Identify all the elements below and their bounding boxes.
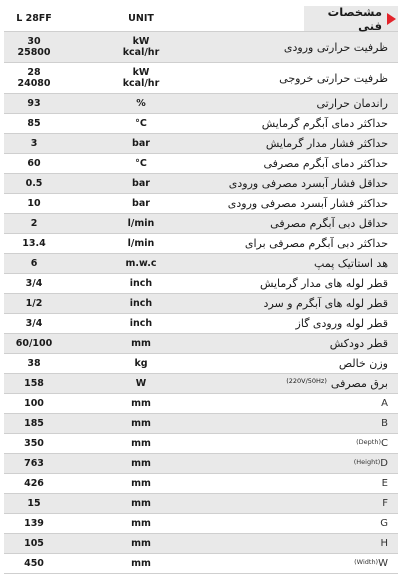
table-row [4, 154, 398, 174]
spec-label [286, 377, 388, 390]
spec-value-line: 3 [30, 138, 38, 149]
spec-unit-line: inch [129, 278, 153, 289]
spec-label-text: E [381, 478, 388, 489]
spec-unit-line: mm [131, 478, 151, 489]
spec-unit-line: mm [131, 398, 151, 409]
table-row [4, 314, 398, 334]
spec-label-text: F [382, 498, 388, 509]
spec-value [4, 498, 64, 509]
spec-value-line: 15 [27, 498, 41, 509]
spec-value [4, 378, 64, 389]
spec-value [4, 458, 64, 469]
spec-value [4, 538, 64, 549]
spec-unit-line: l/min [127, 238, 155, 249]
spec-unit [92, 498, 190, 509]
spec-label [352, 458, 388, 469]
table-row [4, 294, 398, 314]
spec-label [284, 41, 388, 54]
spec-value [4, 418, 64, 429]
spec-label [352, 558, 388, 569]
spec-unit [92, 358, 190, 369]
spec-label [264, 297, 388, 310]
spec-unit [92, 398, 190, 409]
spec-unit [92, 158, 190, 169]
spec-value-line: 0.5 [25, 178, 43, 189]
table-row [4, 114, 398, 134]
spec-label-note: (Height) [353, 458, 381, 466]
spec-unit-line: inch [129, 298, 153, 309]
table-row [4, 534, 398, 554]
table-row [4, 134, 398, 154]
spec-value-line: 93 [27, 98, 41, 109]
spec-value-line: 24080 [17, 78, 51, 89]
spec-label [381, 418, 388, 429]
spec-unit [92, 378, 190, 389]
spec-label [228, 197, 388, 210]
spec-value-line: 38 [27, 358, 41, 369]
spec-label [266, 137, 388, 150]
table-row [4, 414, 398, 434]
spec-value-line: 100 [24, 398, 44, 409]
spec-value-line: 185 [24, 418, 44, 429]
spec-label [354, 438, 388, 449]
table-row [4, 214, 398, 234]
spec-label-text: W [378, 558, 388, 569]
spec-unit-line: kcal/hr [122, 78, 160, 89]
spec-label-text: حداکثر فشار مدار گرمایش [265, 137, 388, 150]
spec-label-text: وزن خالص [338, 357, 388, 370]
spec-value [4, 298, 64, 309]
spec-label-text: D [380, 458, 388, 469]
spec-value [4, 198, 64, 209]
table-row [4, 94, 398, 114]
spec-label [317, 97, 389, 110]
spec-label [264, 157, 389, 170]
spec-value-line: 2 [30, 218, 38, 229]
spec-unit-line: m.w.c [125, 258, 157, 269]
spec-unit [92, 36, 190, 58]
spec-unit-line: kW [132, 36, 150, 47]
spec-unit-line: bar [132, 178, 150, 189]
table-row [4, 254, 398, 274]
table-row [4, 334, 398, 354]
table-header [4, 6, 398, 32]
spec-value [4, 278, 64, 289]
spec-label [262, 117, 388, 130]
spec-label-text: قطر لوله های مدار گرمایش [259, 277, 388, 290]
spec-value-line: 28 [27, 67, 41, 78]
spec-unit-line: W [135, 378, 147, 389]
spec-value-line: 85 [27, 118, 41, 129]
spec-unit-line: kg [134, 358, 148, 369]
table-row [4, 494, 398, 514]
spec-value-line: 139 [24, 518, 44, 529]
spec-unit [92, 478, 190, 489]
spec-unit [92, 458, 190, 469]
spec-value [4, 398, 64, 409]
spec-value-line: 426 [24, 478, 44, 489]
spec-label [279, 72, 388, 85]
table-row [4, 194, 398, 214]
spec-label-text: قطر لوله ورودی گاز [295, 317, 388, 330]
spec-unit-line: mm [131, 498, 151, 509]
spec-label [380, 538, 388, 549]
spec-value-line: 3/4 [25, 278, 43, 289]
spec-unit [92, 67, 190, 89]
spec-value [4, 318, 64, 329]
table-row [4, 474, 398, 494]
table-row [4, 454, 398, 474]
spec-unit [92, 318, 190, 329]
spec-label-text: C [381, 438, 388, 449]
spec-label-text: حداقل فشار آبسرد مصرفی ورودی [228, 177, 388, 190]
spec-value [4, 518, 64, 529]
spec-unit-line: bar [132, 138, 150, 149]
spec-value [4, 98, 64, 109]
spec-unit [92, 518, 190, 529]
spec-label-text: هد استاتیک پمپ [314, 257, 388, 270]
spec-unit [92, 118, 190, 129]
unit-column-header: UNIT [128, 13, 154, 24]
spec-value [4, 67, 64, 89]
spec-label [229, 177, 388, 190]
section-title: مشخصات فنی [327, 4, 382, 33]
spec-value-line: 25800 [17, 47, 51, 58]
spec-value [4, 158, 64, 169]
spec-label [270, 217, 388, 230]
table-row [4, 554, 398, 574]
spec-value [4, 558, 64, 569]
spec-unit-line: mm [131, 458, 151, 469]
spec-value-line: 30 [27, 36, 41, 47]
spec-label-note: (Depth) [356, 438, 382, 446]
spec-label-text: قطر دودکش [329, 337, 388, 350]
table-row [4, 394, 398, 414]
spec-value [4, 238, 64, 249]
spec-value-line: 350 [24, 438, 44, 449]
spec-value [4, 138, 64, 149]
spec-label-text: A [381, 398, 388, 409]
model-column-header: L 28FF [16, 13, 52, 24]
spec-label-note: (Width) [354, 558, 379, 566]
spec-label-text: ظرفیت حرارتی ورودی [283, 40, 388, 54]
spec-label-note: (220V/50Hz) [286, 377, 327, 385]
spec-label-text: راندمان حرارتی [316, 97, 388, 110]
triangle-marker-icon [387, 13, 396, 25]
spec-unit-line: % [136, 98, 146, 109]
spec-value-line: 1/2 [25, 298, 43, 309]
spec-value-line: 450 [24, 558, 44, 569]
spec-label-text: H [380, 538, 388, 549]
spec-value-line: 763 [24, 458, 44, 469]
table-row [4, 354, 398, 374]
table-row [4, 174, 398, 194]
spec-label [296, 317, 388, 330]
spec-unit-line: °C [135, 158, 147, 169]
spec-label [330, 337, 388, 350]
spec-unit [92, 438, 190, 449]
spec-unit [92, 338, 190, 349]
spec-unit-line: mm [131, 338, 151, 349]
spec-unit-line: mm [131, 538, 151, 549]
spec-label [382, 478, 388, 489]
spec-unit-line: mm [131, 438, 151, 449]
spec-unit [92, 418, 190, 429]
spec-unit [92, 98, 190, 109]
spec-unit [92, 278, 190, 289]
spec-label-text: حداکثر فشار آبسرد مصرفی ورودی [227, 197, 388, 210]
spec-value-line: 13.4 [22, 238, 46, 249]
spec-value [4, 218, 64, 229]
spec-value-line: 60/100 [15, 338, 53, 349]
spec-label-text: B [381, 418, 388, 429]
spec-label-text: حداکثر دمای آبگرم مصرفی [263, 157, 388, 170]
spec-value-line: 6 [30, 258, 38, 269]
spec-label-text: برق مصرفی [330, 377, 388, 390]
spec-label [381, 398, 388, 409]
spec-label [314, 257, 388, 270]
spec-table [4, 6, 398, 574]
spec-value [4, 438, 64, 449]
spec-label [382, 498, 388, 509]
table-row [4, 434, 398, 454]
spec-value-line: 105 [24, 538, 44, 549]
table-row [4, 234, 398, 254]
spec-label-text: حداکثر دمای آبگرم گرمایش [261, 117, 388, 130]
spec-value [4, 358, 64, 369]
spec-value [4, 178, 64, 189]
table-row [4, 32, 398, 63]
table-row [4, 63, 398, 94]
spec-label-text: ظرفیت حرارتی خروجی [279, 71, 388, 85]
spec-label [260, 277, 388, 290]
spec-unit-line: mm [131, 518, 151, 529]
spec-unit-line: bar [132, 198, 150, 209]
spec-label [380, 518, 388, 529]
spec-value-line: 10 [27, 198, 41, 209]
spec-value-line: 3/4 [25, 318, 43, 329]
spec-unit-line: kW [132, 67, 150, 78]
spec-unit-line: mm [131, 418, 151, 429]
spec-unit-line: l/min [127, 218, 155, 229]
spec-unit [92, 138, 190, 149]
spec-label-text: حداقل دبی آبگرم مصرفی [270, 217, 388, 230]
table-row [4, 514, 398, 534]
spec-unit [92, 238, 190, 249]
spec-rows [4, 32, 398, 574]
spec-label [245, 237, 388, 250]
spec-unit [92, 198, 190, 209]
spec-unit [92, 258, 190, 269]
spec-value-line: 158 [24, 378, 44, 389]
spec-unit-line: inch [129, 318, 153, 329]
spec-label-text: حداکثر دبی آبگرم مصرفی برای [244, 237, 388, 250]
spec-unit [92, 298, 190, 309]
spec-value [4, 338, 64, 349]
spec-unit-line: mm [131, 558, 151, 569]
spec-label [339, 357, 388, 370]
spec-value-line: 60 [27, 158, 41, 169]
table-row [4, 374, 398, 394]
spec-unit-line: kcal/hr [122, 47, 160, 58]
spec-label-text: G [380, 518, 388, 529]
spec-unit [92, 558, 190, 569]
spec-unit [92, 218, 190, 229]
table-row [4, 274, 398, 294]
spec-unit-line: °C [135, 118, 147, 129]
spec-value [4, 258, 64, 269]
section-title-box [304, 6, 398, 31]
spec-label-text: قطر لوله های آبگرم و سرد [263, 297, 388, 310]
spec-unit [92, 178, 190, 189]
spec-value [4, 118, 64, 129]
spec-unit [92, 538, 190, 549]
spec-value [4, 36, 64, 58]
spec-value [4, 478, 64, 489]
